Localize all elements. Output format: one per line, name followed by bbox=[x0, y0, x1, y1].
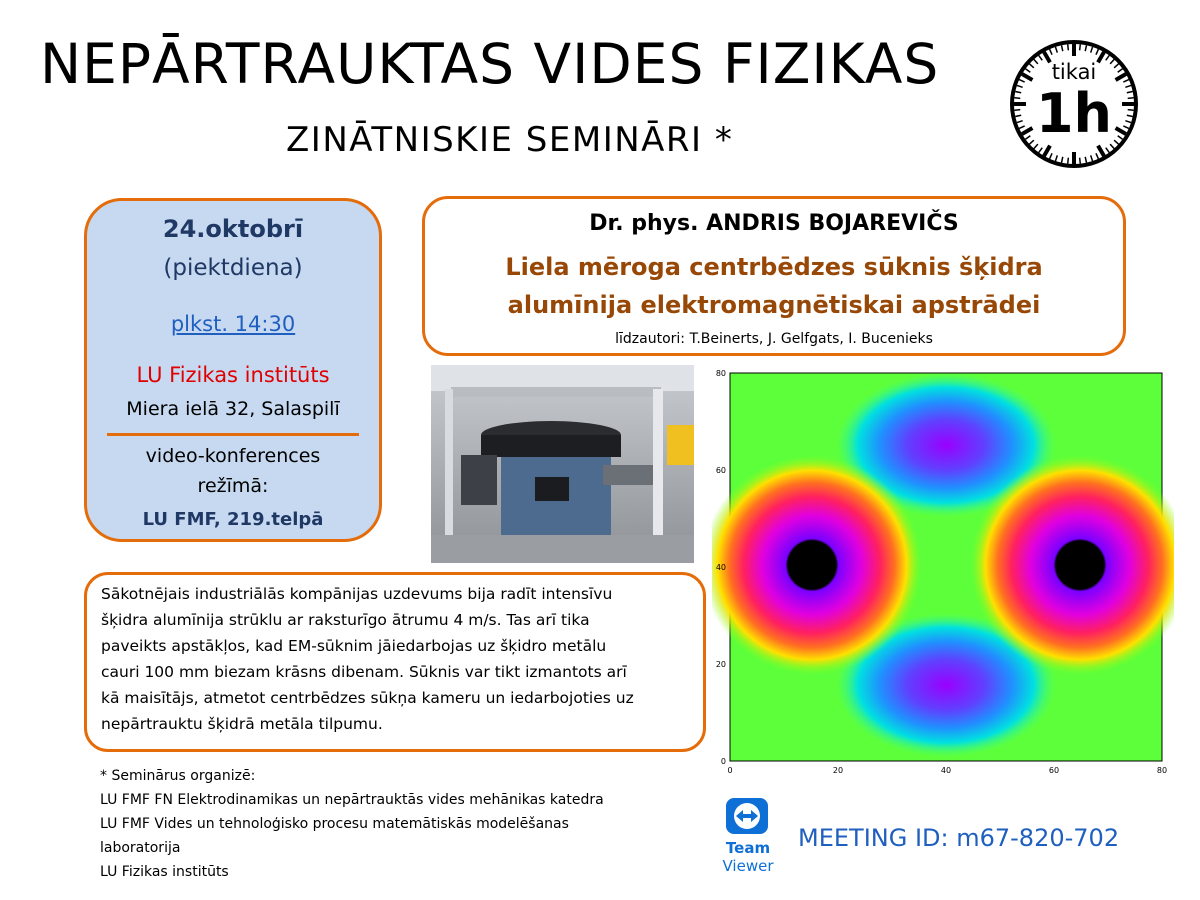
y-tick-label: 40 bbox=[715, 563, 726, 572]
event-date: 24.oktobrī bbox=[162, 215, 304, 243]
abstract-line: kā maisītājs, atmetot centrbēdzes sūkņa kameru un iedarbojoties uz bbox=[101, 689, 634, 707]
clock-tick bbox=[1080, 158, 1081, 164]
clock-tick bbox=[1080, 44, 1081, 50]
talk-title-line1: Liela mēroga centrbēdzes sūknis šķidra bbox=[505, 253, 1043, 281]
y-tick-label: 0 bbox=[720, 757, 726, 766]
x-tick-label: 20 bbox=[832, 766, 844, 775]
abstract-line: nepārtrauktu šķidrā metāla tilpumu. bbox=[101, 715, 383, 733]
y-tick-label: 20 bbox=[715, 660, 726, 669]
clock-tick bbox=[1068, 158, 1069, 164]
event-info-box bbox=[84, 198, 382, 542]
talk-title-line2: alumīnija elektromagnētiskai apstrādei bbox=[507, 291, 1041, 319]
abstract-box bbox=[84, 572, 706, 752]
abstract-line: šķidra alumīnija strūklu ar raksturīgo ātrumu 4 m/s. Tas arī tika bbox=[101, 611, 590, 629]
teamviewer-logo-text1: Team bbox=[725, 839, 771, 857]
equipment-photo bbox=[431, 365, 694, 563]
y-tick-label: 80 bbox=[715, 369, 726, 378]
abstract-line: Sākotnējais industriālās kompānijas uzdevums bija radīt intensīvu bbox=[101, 585, 613, 603]
meeting-id[interactable]: MEETING ID: m67-820-702 bbox=[798, 824, 1120, 852]
event-time-link[interactable]: plkst. 14:30 bbox=[170, 312, 296, 336]
x-tick-label: 40 bbox=[940, 766, 952, 775]
talk-info-box bbox=[422, 196, 1126, 356]
y-tick-label: 60 bbox=[715, 466, 726, 475]
abstract-line: paveikts apstākļos, kad EM-sūknim jāiedarbojas uz šķidro metālu bbox=[101, 637, 607, 655]
teamviewer-logo-icon[interactable] bbox=[716, 796, 780, 876]
page-subtitle: ZINĀTNISKIE SEMINĀRI * bbox=[286, 120, 734, 160]
event-weekday: (piektdiena) bbox=[163, 255, 303, 281]
magnetic-field-plot bbox=[712, 365, 1174, 775]
x-tick-label: 80 bbox=[1156, 766, 1168, 775]
organizer-item: LU Fizikas institūts bbox=[100, 864, 229, 880]
event-room: LU FMF, 219.telpā bbox=[142, 509, 324, 530]
x-tick-label: 0 bbox=[727, 766, 733, 775]
event-place: LU Fizikas institūts bbox=[136, 363, 330, 387]
event-address: Miera ielā 32, Salaspilī bbox=[126, 398, 340, 420]
organizer-item: LU FMF Vides un tehnoloģisko procesu matemātiskās modelēšanas bbox=[100, 816, 569, 832]
duration-label: tikai bbox=[1051, 60, 1097, 84]
clock-tick bbox=[1068, 44, 1069, 50]
organizer-item: LU FMF FN Elektrodinamikas un nepārtrauktās vides mehānikas katedra bbox=[100, 792, 604, 808]
speaker-name: Dr. phys. ANDRIS BOJAREVIČS bbox=[589, 211, 959, 236]
divider bbox=[107, 433, 359, 436]
video-conference-mode: režīmā: bbox=[197, 475, 269, 497]
coauthors: līdzautori: T.Beinerts, J. Gelfgats, I. Bucenieks bbox=[615, 331, 933, 347]
video-conference-label: video-konferences bbox=[145, 445, 321, 467]
teamviewer-logo-text2: Viewer bbox=[722, 857, 774, 875]
duration-value: 1h bbox=[1035, 82, 1113, 145]
page-title: NEPĀRTRAUKTAS VIDES FIZIKAS bbox=[40, 32, 940, 96]
abstract-line: cauri 100 mm biezam krāsns dibenam. Sūknis var tikt izmantots arī bbox=[101, 663, 627, 681]
x-tick-label: 60 bbox=[1048, 766, 1060, 775]
organizer-item: laboratorija bbox=[100, 840, 181, 856]
organizers-heading: * Seminārus organizē: bbox=[100, 768, 256, 784]
